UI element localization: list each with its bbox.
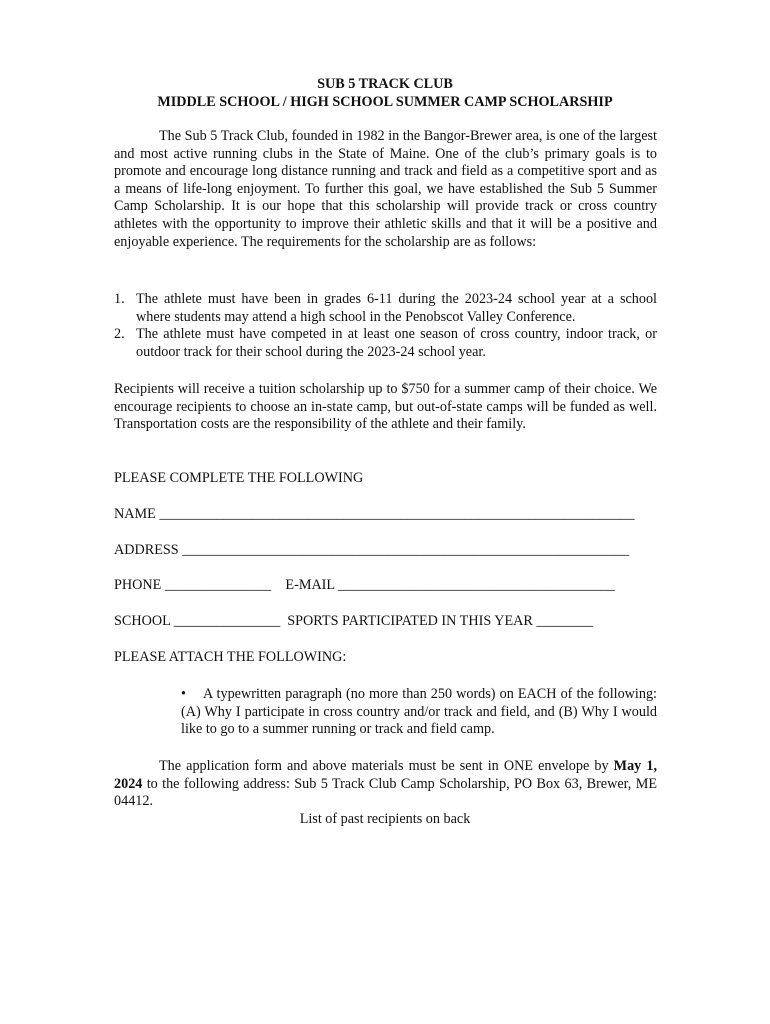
closing-text-after: to the following address: Sub 5 Track Club Camp Scholarship, PO Box 63, Brewer, ME 04412. — [114, 775, 657, 810]
school-sports-field[interactable]: SCHOOL _______________ SPORTS PARTICIPATED IN THIS YEAR ________ — [114, 613, 594, 629]
requirement-text: The athlete must have competed in at least one season of cross country, indoor track, or outdoor track for their school during the 2023-24 school year. — [136, 326, 657, 360]
requirements-list — [114, 291, 657, 361]
requirement-item-2 — [114, 326, 657, 361]
address-field[interactable]: ADDRESS _______________________________________________________________ — [114, 542, 630, 558]
closing-text-before: The application form and above materials must be sent in ONE envelope by — [159, 758, 614, 774]
requirement-item-1 — [114, 291, 657, 326]
deadline-date: May 1, 2024 — [114, 758, 657, 792]
intro-paragraph: The Sub 5 Track Club, founded in 1982 in the Bangor-Brewer area, is one of the largest and most active running clubs in the State of Maine. One of the club’s primary goals is to promote and encourage long distance running and track and field as a competitive sport and as a means of life-long enjoyment. To further this goal, we have established the Sub 5 Summer Camp Scholarship. It is our hope that this scholarship will provide track or cross country athletes with the opportunity to improve their athletic skills and that it will be a positive and enjoyable experience. The requirements for the scholarship are as follows: — [114, 128, 657, 250]
attach-item — [181, 686, 657, 739]
requirement-number: 1. — [114, 291, 125, 307]
form-heading: PLEASE COMPLETE THE FOLLOWING — [114, 470, 364, 486]
attach-heading: PLEASE ATTACH THE FOLLOWING: — [114, 649, 347, 665]
back-note: List of past recipients on back — [299, 811, 471, 827]
doc-title: SUB 5 TRACK CLUB — [317, 76, 453, 92]
name-field[interactable]: NAME ___________________________________________________________________ — [114, 506, 635, 522]
bullet-icon: • — [181, 686, 186, 702]
closing-paragraph — [114, 758, 657, 811]
attach-item-text: A typewritten paragraph (no more than 250 words) on EACH of the following: (A) Why I participate in cross country and/or track and field, and (B) Why I would like to go to a summer running or track and field camp. — [181, 686, 657, 738]
doc-subtitle: MIDDLE SCHOOL / HIGH SCHOOL SUMMER CAMP SCHOLARSHIP — [157, 94, 613, 110]
phone-email-field[interactable]: PHONE _______________ E-MAIL _______________________________________ — [114, 577, 615, 593]
requirement-text: The athlete must have been in grades 6-11 during the 2023-24 school year at a school where students may attend a high school in the Penobscot Valley Conference. — [136, 291, 657, 325]
recipients-paragraph: Recipients will receive a tuition scholarship up to $750 for a summer camp of their choice. We encourage recipients to choose an in-state camp, but out-of-state camps will be funded as well. Transportation costs are the responsibility of the athlete and their family. — [114, 381, 657, 433]
requirement-number: 2. — [114, 326, 125, 343]
